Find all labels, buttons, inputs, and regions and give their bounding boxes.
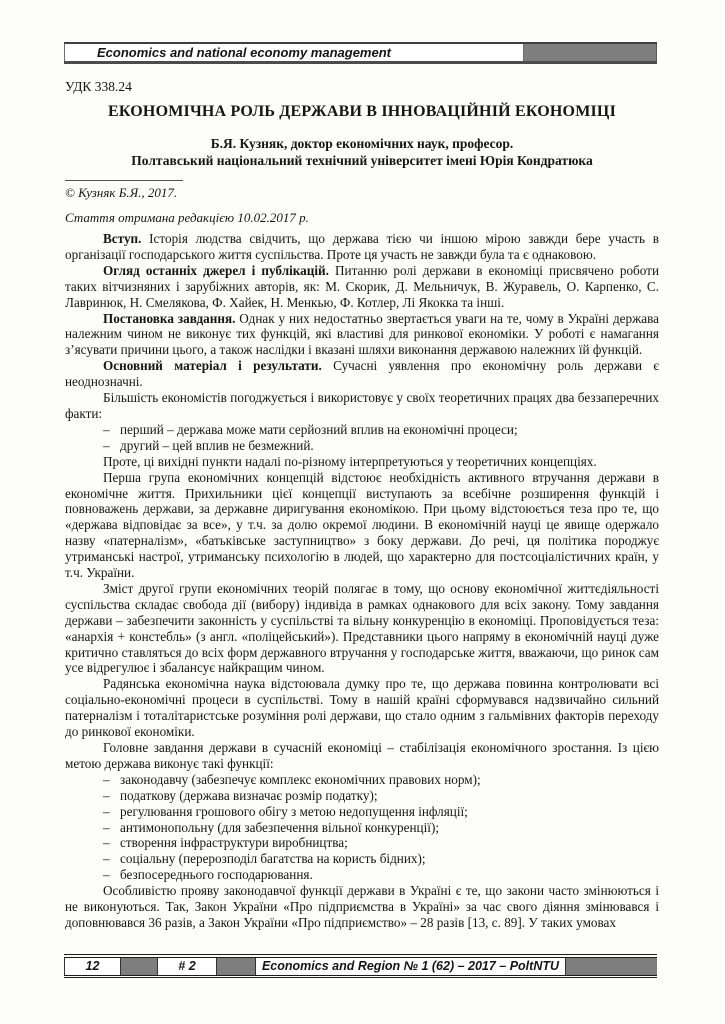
paragraph: Радянська економічна наука відстоювала думку про те, що держава повинна контролювати всі соціально-економічні процеси в суспільстві. Тому в нашій країні сформувався надзвичайно сильний патерналізм і тоталітаристське розуміння ролі держави, що стало одним з гальмівних факторів переходу до ринкової економіки. — [65, 676, 659, 740]
list-item-text: другий – цей вплив не безмежний. — [120, 437, 314, 453]
paragraph-lead: Постановка завдання. — [103, 310, 240, 326]
paragraph: Основний матеріал і результати. Сучасні уявлення про економічну роль держави є неоднозначні. — [65, 358, 659, 390]
paragraph: Перша група економічних концепцій відстоює необхідність активного втручання держави в економічне життя. Прихильники цієї концепції виступають за всебічне розширення функцій і повноважень держави, за державне диригування економікою. При цьому відстоюється теза про те, що «держава відповідає за все», у т.ч. за долю окремої людини. В економічній науці це явище одержало назву «патерналізм», «батьківське заступництво» з боку держави. До речі, ця політика породжує утриманські настрої, утриманську психологію в людей, що характерно для постсоціалістичних країн, у т.ч. України. — [65, 469, 659, 581]
affiliation-line: Полтавський національний технічний університет імені Юрія Кондратюка — [131, 152, 593, 168]
bullet-dash: – — [103, 771, 110, 787]
bullet-dash: – — [103, 803, 110, 819]
footer-gray-fill — [566, 958, 657, 975]
article-body — [65, 231, 659, 931]
running-head-gray-fill — [524, 44, 657, 61]
bullet-dash: – — [103, 421, 110, 437]
received-date-line: Стаття отримана редакцією 10.02.2017 р. — [65, 210, 309, 225]
footer-band-row — [64, 957, 657, 976]
page-number: 12 — [64, 958, 121, 975]
list-item — [103, 772, 659, 788]
paragraph: Більшість економістів погоджується і використовує у своїх теоретичних працях два беззаперечних факти: — [65, 390, 659, 421]
running-head-title: Economics and national economy management — [64, 44, 524, 61]
paragraph-lead: Огляд останніх джерел і публікацій. — [103, 262, 335, 278]
author-line: Б.Я. Кузняк, доктор економічних наук, професор. — [210, 136, 514, 151]
list-item — [103, 835, 659, 851]
paragraph: Вступ. Історія людства свідчить, що держава тією чи іншою мірою завжди бере участь в організації господарського життя суспільства. Проте ця участь не завжди була та є однаковою. — [65, 231, 659, 262]
list-item-text: безпосереднього господарювання. — [120, 867, 313, 883]
bullet-dash: – — [103, 867, 110, 883]
list-item-text: створення інфраструктури виробництва; — [120, 835, 348, 851]
paragraph: Зміст другої групи економічних теорій полягає в тому, що основу економічної життєдіяльності суспільства складає свобода дії (вибору) індивіда в рамках однакового для всіх закону. Тому завдання держави – забезпечити законність у суспільстві та вільну конкуренцію в економіці. Проповідується теза: «анархія + констебль» (з англ. «поліцейський»). Представники цього напряму в економічній науці дуже критично ставляться до всіх форм державного втручання у господарське життя, вважаючи, що ринок сам усе відрегулює і збалансує найкращим чином. — [65, 580, 659, 676]
paragraph: Проте, ці вихідні пункти надалі по-різному інтерпретуються у теоретичних концепціях. — [103, 453, 597, 469]
bullet-dash: – — [103, 787, 110, 803]
list-item-text: перший – держава може мати серйозний вплив на економічні процеси; — [120, 421, 518, 437]
issue-number: # 2 — [157, 958, 217, 975]
paragraph-lead: Вступ. — [103, 231, 150, 246]
bullet-dash: – — [103, 437, 110, 453]
list-item — [103, 788, 659, 804]
list-item-text: антимонопольну (для забезпечення вільної конкуренції); — [120, 819, 439, 835]
article-title: ЕКОНОМІЧНА РОЛЬ ДЕРЖАВИ В ІННОВАЦІЙНІЙ ЕКОНОМІЦІ — [108, 103, 616, 120]
copyright-line: © Кузняк Б.Я., 2017. — [65, 185, 178, 200]
list-item — [103, 422, 659, 438]
footer-gray-fill — [121, 958, 157, 975]
footer-band — [64, 954, 657, 978]
running-head-band — [64, 42, 657, 64]
bullet-dash: – — [103, 819, 110, 835]
paragraph: Огляд останніх джерел і публікацій. Питанню ролі держави в економіці присвячено роботи таких вітчизняних і зарубіжних авторів, як: М. Скорик, Д. Мельничук, В. Журавель, О. Карпенко, С. Лавринюк, Н. Смелякова, Ф. Хайек, Н. Менкью, Ф. Котлер, Лі Якокка та інші. — [65, 262, 659, 310]
footnote-divider — [65, 180, 183, 181]
udc-code: УДК 338.24 — [65, 79, 132, 94]
paragraph: Особливістю прояву законодавчої функції держави в Україні є те, що закони часто змінюються і не виконуються. Так, Закон України «Про підприємства в Україні» за час свого діяння змінювався і доповнювався 36 разів, а Закон України «Про підприємство» – 28 разів [13, с. 89]. У таких умовах — [65, 883, 659, 930]
list-item — [103, 820, 659, 836]
list-item-text: регулювання грошового обігу з метою недопущення інфляції; — [120, 803, 468, 819]
footer-gray-fill — [217, 958, 255, 975]
list-item — [103, 851, 659, 867]
list-item-text: податкову (держава визначає розмір податку); — [120, 787, 378, 803]
paragraph: Головне завдання держави в сучасній економіці – стабілізація економічного зростання. Із цією метою держава виконує такі функції: — [65, 740, 659, 771]
paragraph-lead: Основний матеріал і результати. — [103, 358, 334, 374]
bullet-dash: – — [103, 835, 110, 851]
paragraph: Постановка завдання. Однак у них недостатньо звертається уваги на те, чому в Україні держава належним чином не виконує тих функцій, які властиві для ринкової економіки. У роботі є намагання з’ясувати причини цього, а також наслідки і вказані шляхи виконання державою належних їй функцій. — [65, 310, 659, 358]
list-item — [103, 804, 659, 820]
journal-title-line: Economics and Region № 1 (62) – 2017 – PoltNTU — [255, 958, 566, 975]
byline-block — [65, 136, 659, 169]
list-item-text: законодавчу (забезпечує комплекс економічних правових норм); — [120, 771, 481, 787]
list-item-text: соціальну (перерозподіл багатства на користь бідних); — [120, 851, 426, 867]
bullet-dash: – — [103, 851, 110, 867]
list-item — [103, 438, 659, 454]
list-item — [103, 867, 659, 883]
